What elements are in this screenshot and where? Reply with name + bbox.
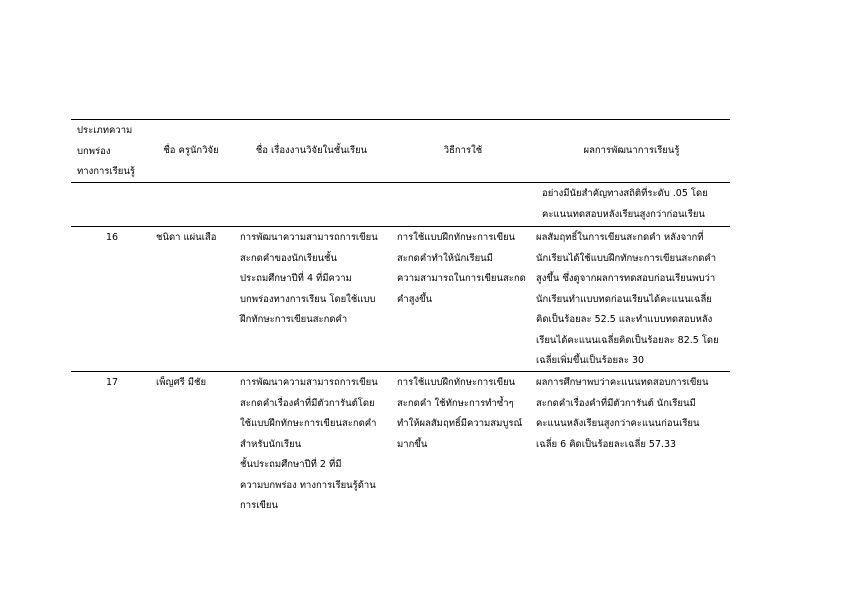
table-top-rule — [71, 119, 730, 120]
row-divider-rule — [71, 226, 730, 227]
header-bottom-rule — [71, 182, 730, 183]
row-results: ผลการศึกษาพบว่าคะแนนทดสอบการเขียน สะกดคำเรื่องคำที่มีตัวการันต์ นักเรียนมี คะแนนหลังเรียนสูงกว่าคะแนนก่อนเรียน เฉลี่ย 6 คิดเป็นร้อยละเฉลี่ย 57.33 — [536, 377, 709, 450]
row-research-title: การพัฒนาความสามารถการเขียน สะกดคำของนักเรียนชั้น ประถมศึกษาปีที่ 4 ที่มีความ บกพร่องทางการเรียน โดยใช้แบบ ฝึกทักษะการเขียนสะกดคำ — [240, 232, 378, 325]
row-researcher: เพ็ญศรี มีชัย — [156, 377, 207, 388]
row-researcher: ชนิดา แผ่นเสือ — [156, 232, 217, 243]
row-method: การใช้แบบฝึกทักษะการเขียน สะกดคำทำให้นักเรียนมี ความสามารถในการเขียนสะกด คำสูงขึ้น — [397, 232, 526, 305]
row-number: 16 — [105, 232, 119, 243]
header-results: ผลการพัฒนาการเรียนรู้ — [583, 145, 680, 156]
row-research-title: การพัฒนาความสามารถการเขียน สะกดคำเรื่องคำที่มีตัวการันต์โดย ใช้แบบฝึกทักษะการเขียนสะกดคำ สำหรับนักเรียน ชั้นประถมศึกษาปีที่ 2 ที่มี ความบกพร่อง ทางการเรียนรู้ด้าน การเขียน — [240, 377, 378, 511]
header-researcher: ชื่อ ครูนักวิจัย — [163, 145, 219, 156]
header-problem-type: ประเภทความ บกพร่อง ทางการเรียนรู้ — [77, 125, 135, 177]
header-method: วิธีการใช้ — [443, 145, 483, 156]
header-research-title: ชื่อ เรื่องงานวิจัยในชั้นเรียน — [255, 145, 368, 156]
row-results: ผลสัมฤทธิ์ในการเขียนสะกดคำ หลังจากที่ นักเรียนได้ใช้แบบฝึกทักษะการเขียนสะกดคำ สูงขึ้น ซึ่งดูจากผลการทดสอบก่อนเรียนพบว่า นักเรียนทำแบบทดก่อนเรียนได้คะแนนเฉลี่ย คิดเป็นร้อยละ 52.5 และทำแบบทดสอบหลัง เรียนได้คะแนนเฉลี่ยคิดเป็นร้อยละ 82.5 โดย เฉลี่ยเพิ่มขึ้นเป็นร้อยละ 30 — [536, 232, 719, 366]
row-method: การใช้แบบฝึกทักษะการเขียน สะกดคำ ใช้ทักษะการทำซ้ำๆ ทำให้ผลสัมฤทธิ์มีความสมบูรณ์ มากขึ้น — [397, 377, 523, 450]
row-number: 17 — [105, 377, 119, 388]
continuation-results: อย่างมีนัยสำคัญทางสถิติที่ระดับ .05 โดย คะแนนทดสอบหลังเรียนสูงกว่าก่อนเรียน — [542, 188, 708, 220]
